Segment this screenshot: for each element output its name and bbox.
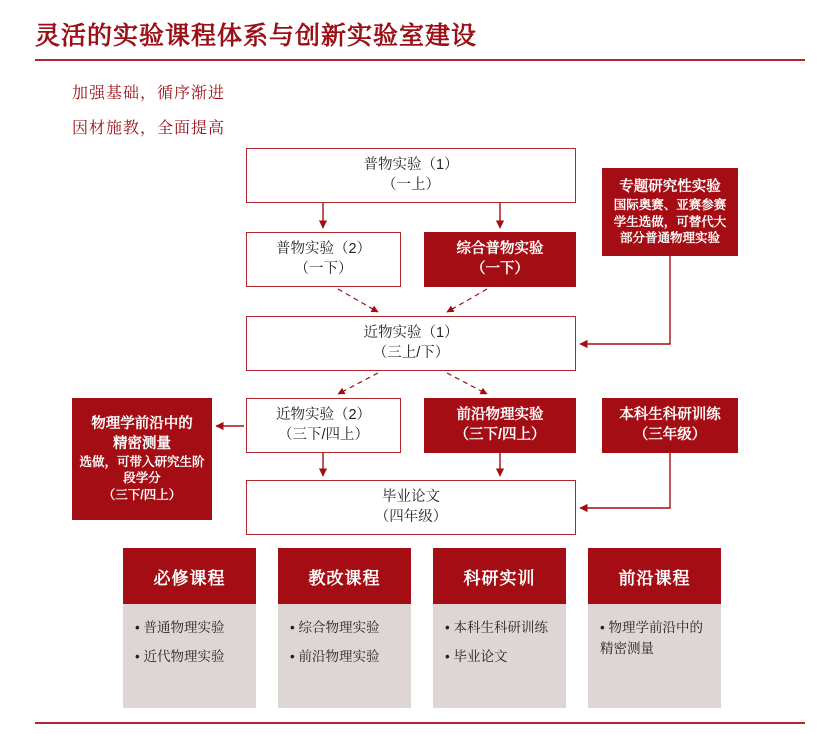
category-title-frontier: 前沿课程 [588,548,721,604]
list-item: • 物理学前沿中的精密测量 [600,620,703,656]
flow-node-comprehensive-pw-line2: （一下） [471,260,529,277]
category-title-research-training: 科研实训 [433,548,566,604]
list-item: • 普通物理实验 [135,620,225,635]
category-body-frontier [588,604,721,708]
category-title-reform: 教改课程 [278,548,411,604]
flow-node-pw2[interactable] [246,232,401,287]
flow-node-comprehensive-pw-line1: 综合普物实验 [456,240,544,257]
flow-node-special-research[interactable] [602,168,738,256]
flow-node-precision-measurement-line2: 精密测量 [113,435,171,452]
flow-node-frontier-physics-lab[interactable] [424,398,576,453]
flow-node-jw1-line2: （三上/下） [372,344,450,361]
list-item: • 本科生科研训练 [445,620,548,635]
flow-node-jw2[interactable] [246,398,401,453]
flow-node-frontier-physics-lab-line2: （三下/四上） [454,426,546,443]
list-item: • 近代物理实验 [135,648,225,664]
category-body-research-training [433,604,566,708]
title-divider [35,59,805,61]
category-body-reform [278,604,411,708]
flow-node-thesis[interactable] [246,480,576,535]
list-item: • 前沿物理实验 [290,648,380,664]
flow-node-pw1-line1: 普物实验（1） [363,156,459,173]
flow-node-precision-measurement[interactable] [72,398,212,520]
flow-node-thesis-line1: 毕业论文 [382,488,440,505]
list-item: • 综合物理实验 [290,620,380,635]
page-title: 灵活的实验课程体系与创新实验室建设 [35,22,478,50]
flow-node-pw1-line2: （一上） [382,176,440,193]
flow-node-jw1-line1: 近物实验（1） [363,324,459,341]
category-title-required: 必修课程 [123,548,256,604]
flow-node-jw2-line1: 近物实验（2） [275,406,372,423]
category-column-research-training[interactable] [433,548,566,708]
flow-node-pw2-line2: （一下） [294,260,353,277]
subtitle-line-2: 因材施教，全面提高 [72,120,226,137]
flow-node-undergrad-research[interactable] [602,398,738,453]
category-column-required[interactable] [123,548,256,708]
flow-node-precision-measurement-line1: 物理学前沿中的 [91,416,193,433]
flow-node-jw1[interactable] [246,316,576,371]
flow-node-special-research-detail: 国际奥赛、亚赛参赛学生选做，可替代大部分普通物理实验 [613,198,727,245]
subtitle-line-1: 加强基础，循序渐进 [72,85,226,102]
flow-node-special-research-title: 专题研究性实验 [619,178,721,195]
flow-node-pw1[interactable] [246,148,576,203]
flow-node-comprehensive-pw[interactable] [424,232,576,287]
flow-node-precision-measurement-line3: （三下/四上） [102,487,182,502]
flow-node-undergrad-research-line1: 本科生科研训练 [619,406,721,423]
flow-node-precision-measurement-detail: 选做，可带入研究生阶段学分 [79,455,205,486]
category-column-frontier[interactable] [588,548,721,708]
flow-node-frontier-physics-lab-line1: 前沿物理实验 [456,406,544,423]
flow-node-jw2-line2: （三下/四上） [277,426,370,443]
flow-node-undergrad-research-line2: （三年级） [633,426,707,443]
flow-node-thesis-line2: （四年级） [374,508,448,525]
list-item: • 毕业论文 [445,648,508,664]
category-body-required [123,604,256,708]
category-column-reform[interactable] [278,548,411,708]
footer-divider [35,722,805,724]
flow-node-pw2-line1: 普物实验（2） [275,240,372,257]
